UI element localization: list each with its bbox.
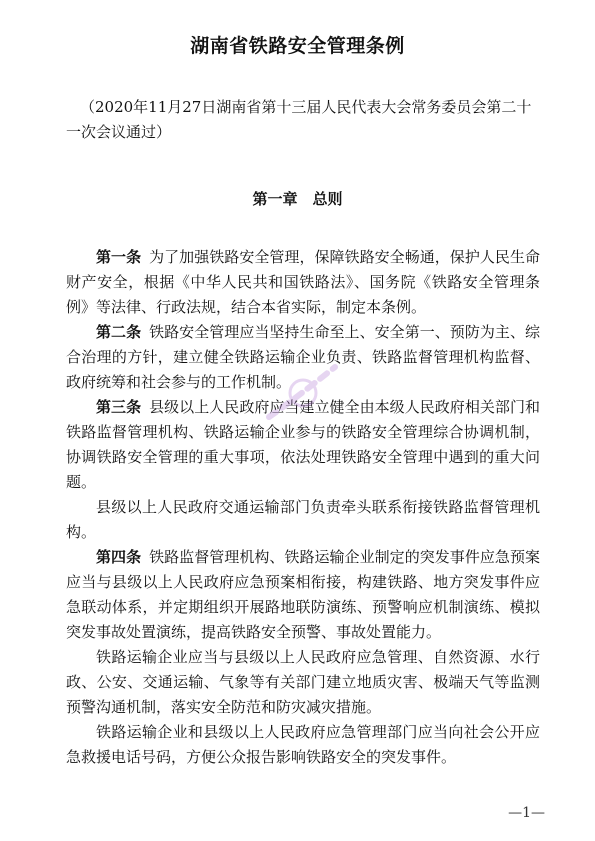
chapter-heading: 第一章 总则 — [252, 190, 343, 208]
paragraph-text: 铁路安全管理应当坚持生命至上、安全第一、预防为主、综合治理的方针，建立健全铁路运输企业负责、铁路监督管理机构监督、政府统筹和社会参与的工作机制。 — [66, 323, 540, 391]
article-number: 第一条 — [96, 248, 142, 266]
paragraph-text: 县级以上人民政府应当建立健全由本级人民政府相关部门和铁路监督管理机构、铁路运输企业参与的铁路安全管理综合协调机制，协调铁路安全管理的重大事项，依法处理铁路安全管理中遇到的重大问题。 — [66, 398, 540, 491]
paragraph — [66, 720, 540, 770]
article-number: 第三条 — [96, 398, 142, 416]
paragraph — [66, 495, 540, 545]
adoption-note: （2020年11月27日湖南省第十三届人民代表大会常务委员会第二十一次会议通过） — [66, 98, 532, 141]
paragraph — [66, 645, 540, 720]
document-body — [66, 245, 540, 770]
article-number: 第四条 — [96, 548, 142, 566]
paragraph-text: 铁路运输企业和县级以上人民政府应急管理部门应当向社会公开应急救援电话号码，方便公众报告影响铁路安全的突发事件。 — [66, 723, 540, 766]
paragraph-text: 县级以上人民政府交通运输部门负责牵头联系衔接铁路监督管理机构。 — [66, 498, 540, 541]
paragraph-text: 铁路运输企业应当与县级以上人民政府应急管理、自然资源、水行政、公安、交通运输、气象等有关部门建立地质灾害、极端天气等监测预警沟通机制，落实安全防范和防灾减灾措施。 — [66, 648, 540, 716]
article-paragraph — [66, 395, 540, 495]
document-title: 湖南省铁路安全管理条例 — [190, 35, 405, 57]
paragraph-text: 铁路监督管理机构、铁路运输企业制定的突发事件应急预案应当与县级以上人民政府应急预案相衔接，构建铁路、地方突发事件应急联动体系，并定期组织开展路地联防演练、预警响应机制演练、模拟突发事故处置演练，提高铁路安全预警、事故处置能力。 — [66, 548, 540, 641]
page-number: —1— — [508, 805, 545, 821]
article-number: 第二条 — [96, 323, 142, 341]
article-paragraph — [66, 320, 540, 395]
article-paragraph — [66, 245, 540, 320]
paragraph-text: 为了加强铁路安全管理，保障铁路安全畅通，保护人民生命财产安全，根据《中华人民共和国铁路法》、国务院《铁路安全管理条例》等法律、行政法规，结合本省实际，制定本条例。 — [66, 248, 540, 316]
article-paragraph — [66, 545, 540, 645]
